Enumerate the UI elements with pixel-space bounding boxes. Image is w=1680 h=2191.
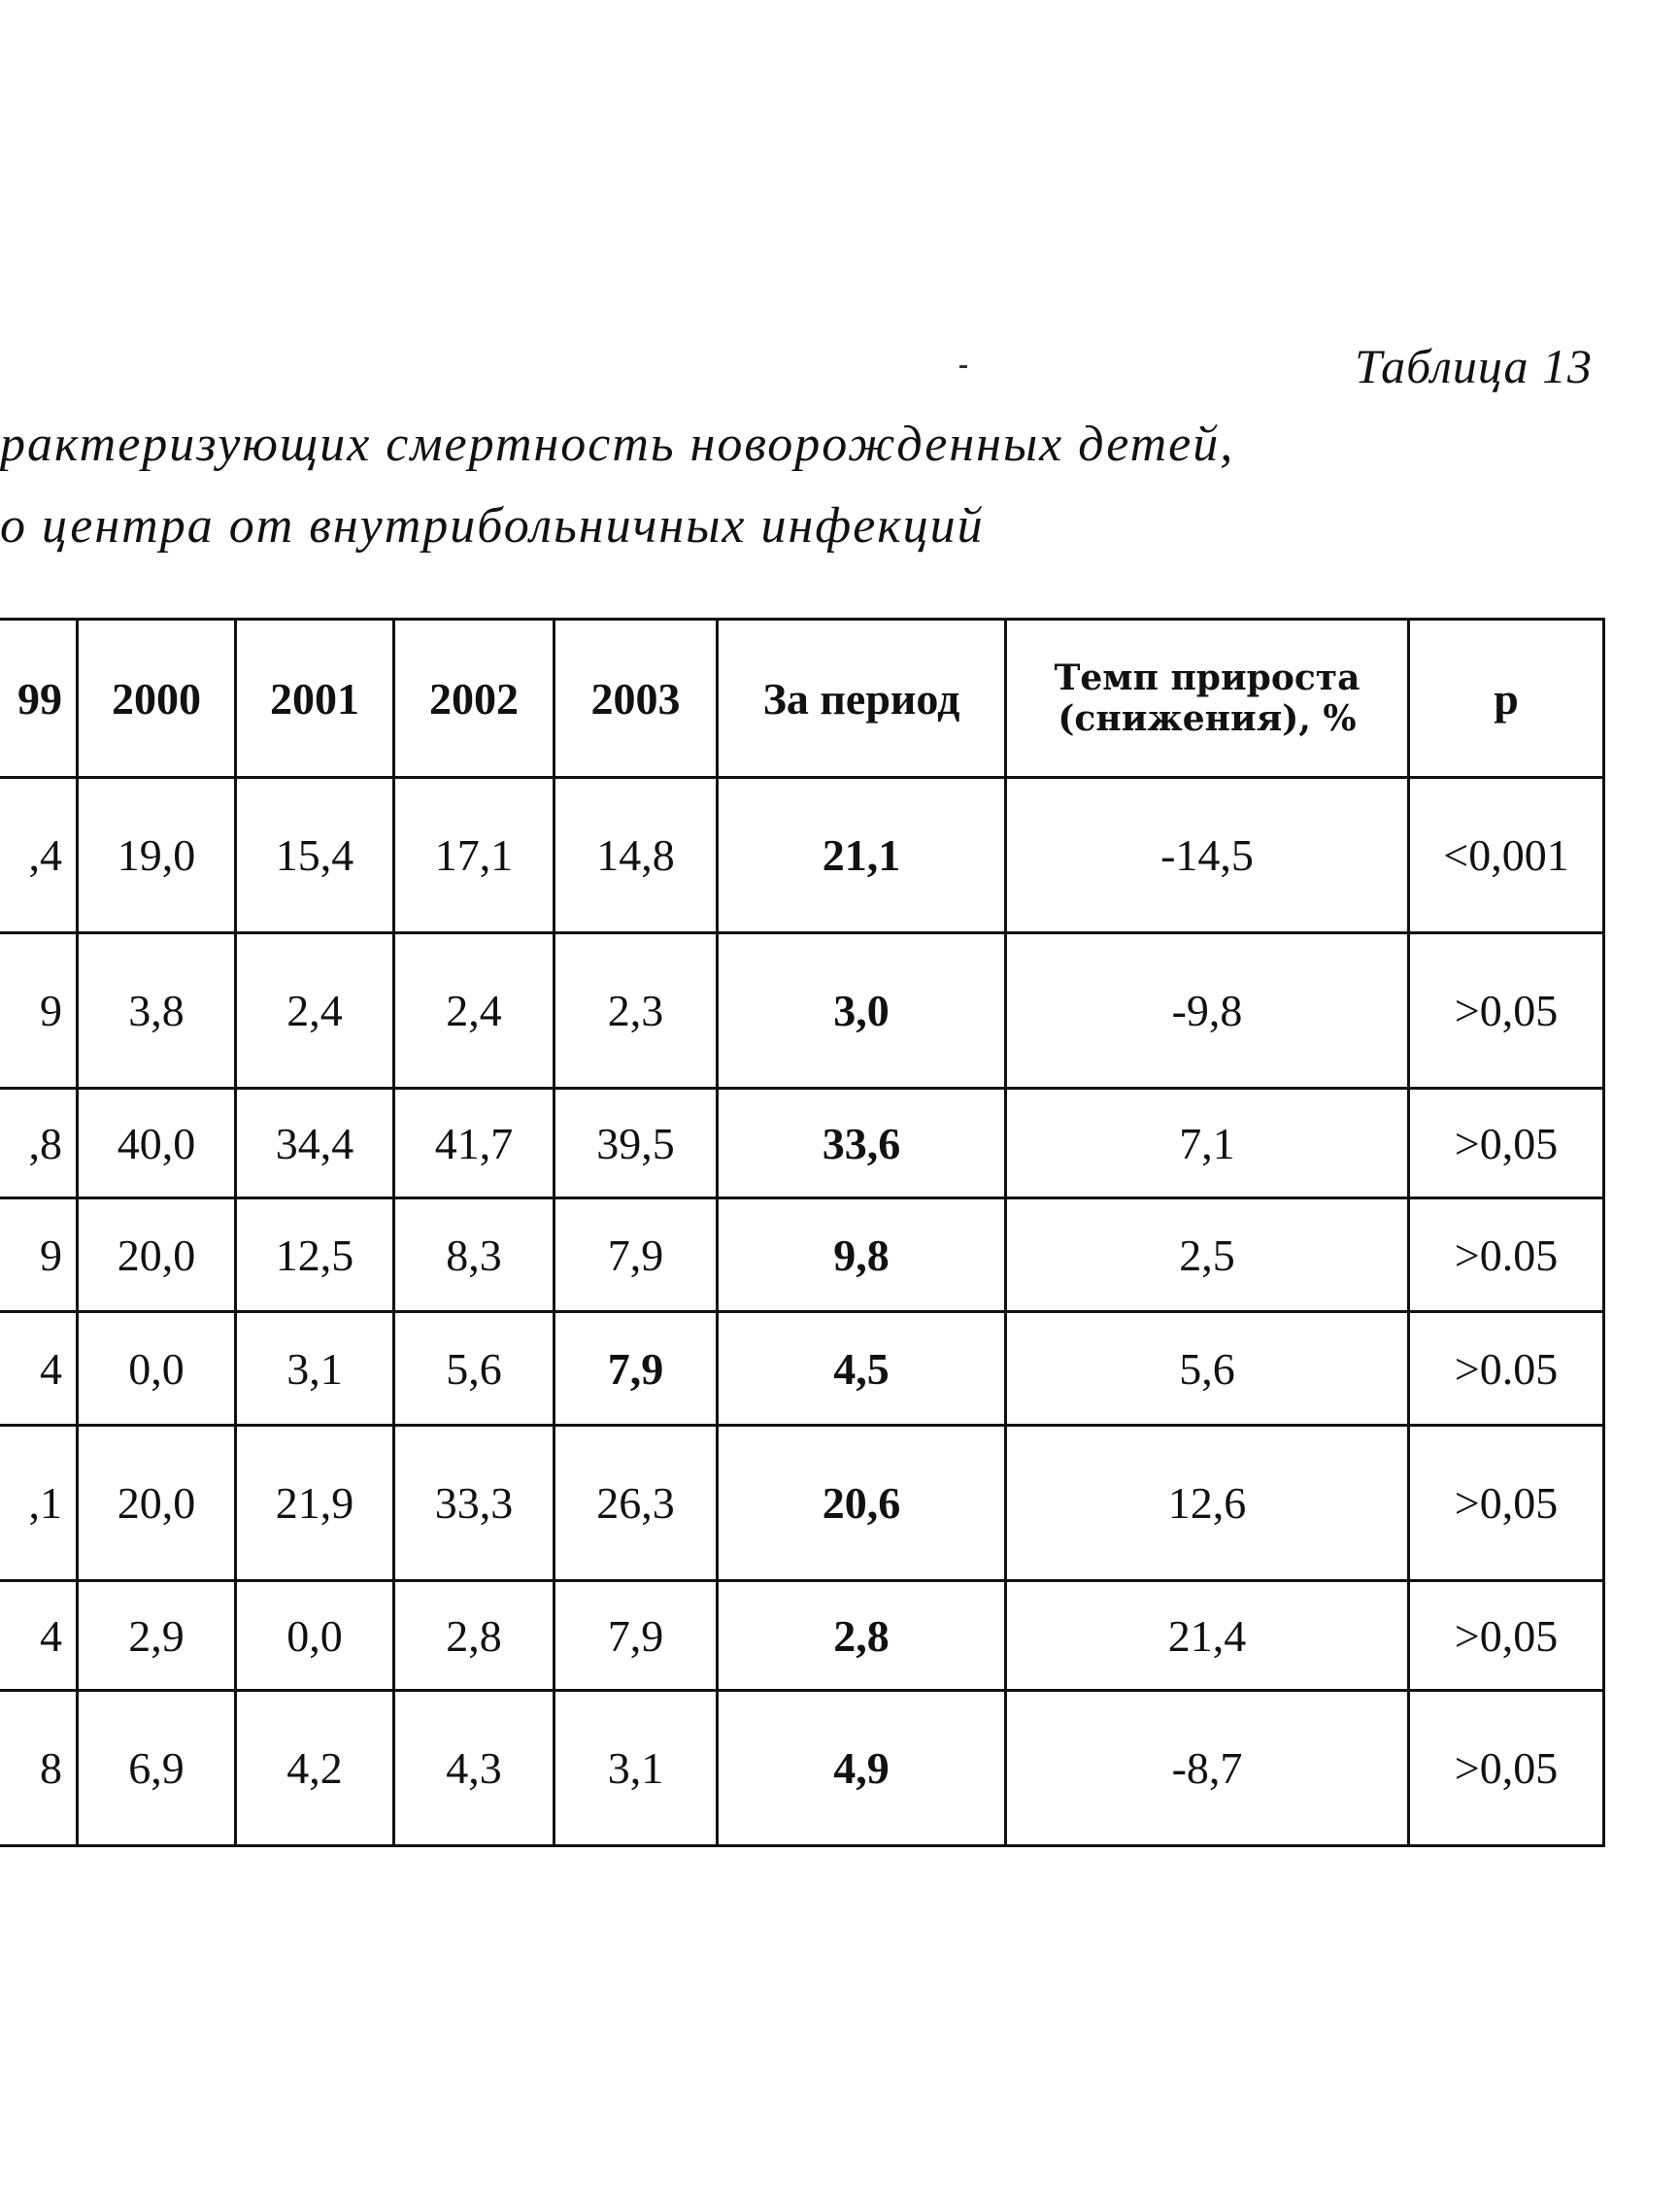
cell-value-2000: 6,9	[78, 1691, 236, 1846]
column-header-year-2000: 2000	[78, 620, 236, 778]
cell-value-2003: 26,3	[554, 1426, 718, 1581]
cell-value-p: >0.05	[1409, 1198, 1604, 1312]
cell-value-2001: 34,4	[236, 1089, 394, 1198]
column-header-year-2003: 2003	[554, 620, 718, 778]
cell-value-2003: 7,9	[554, 1312, 718, 1426]
cell-value-2001: 12,5	[236, 1198, 394, 1312]
column-header-year-1999: 99	[0, 620, 78, 778]
column-header-p-value: р	[1409, 620, 1604, 778]
cell-value-2002: 17,1	[394, 778, 554, 933]
table-row	[0, 1426, 1604, 1581]
cell-value-growth-rate: -14,5	[1006, 778, 1409, 933]
cell-value-2002: 41,7	[394, 1089, 554, 1198]
cell-value-period: 33,6	[718, 1089, 1006, 1198]
cell-value-period: 21,1	[718, 778, 1006, 933]
cell-value-2000: 19,0	[78, 778, 236, 933]
cell-value-period: 4,5	[718, 1312, 1006, 1426]
cell-value-growth-rate: -9,8	[1006, 933, 1409, 1089]
table-row	[0, 1312, 1604, 1426]
cell-value-1999: 9	[0, 1198, 78, 1312]
cell-value-p: >0,05	[1409, 1089, 1604, 1198]
cell-value-2000: 20,0	[78, 1426, 236, 1581]
table-row	[0, 1581, 1604, 1691]
cell-value-p: >0,05	[1409, 1691, 1604, 1846]
cell-value-2002: 8,3	[394, 1198, 554, 1312]
cell-value-2001: 4,2	[236, 1691, 394, 1846]
cell-value-p: >0,05	[1409, 1581, 1604, 1691]
cell-value-growth-rate: 12,6	[1006, 1426, 1409, 1581]
cell-value-growth-rate: 7,1	[1006, 1089, 1409, 1198]
scan-speck	[959, 365, 967, 368]
cell-value-2001: 0,0	[236, 1581, 394, 1691]
cell-value-1999: ,8	[0, 1089, 78, 1198]
cell-value-p: >0.05	[1409, 1312, 1604, 1426]
growth-rate-header-line-1: Темп прироста	[1054, 657, 1361, 698]
cell-value-2000: 0,0	[78, 1312, 236, 1426]
cell-value-period: 20,6	[718, 1426, 1006, 1581]
mortality-table	[0, 618, 1605, 1847]
cell-value-1999: 8	[0, 1691, 78, 1846]
table-row	[0, 1691, 1604, 1846]
cell-value-p: >0,05	[1409, 1426, 1604, 1581]
cell-value-1999: 4	[0, 1581, 78, 1691]
table-row	[0, 778, 1604, 933]
table-title-line-1: рактеризующих смертность новорожденных детей,	[0, 417, 1235, 472]
cell-value-2003: 14,8	[554, 778, 718, 933]
table-number-label: Таблица 13	[1355, 339, 1593, 393]
table-row	[0, 933, 1604, 1089]
growth-rate-header-line-2: (снижения), %	[1058, 698, 1357, 739]
cell-value-2003: 3,1	[554, 1691, 718, 1846]
cell-value-2002: 2,8	[394, 1581, 554, 1691]
table-row	[0, 1089, 1604, 1198]
cell-value-2003: 39,5	[554, 1089, 718, 1198]
cell-value-2001: 21,9	[236, 1426, 394, 1581]
cell-value-period: 2,8	[718, 1581, 1006, 1691]
cell-value-2001: 3,1	[236, 1312, 394, 1426]
cell-value-p: <0,001	[1409, 778, 1604, 933]
cell-value-p: >0,05	[1409, 933, 1604, 1089]
cell-value-2001: 2,4	[236, 933, 394, 1089]
cell-value-2003: 7,9	[554, 1581, 718, 1691]
cell-value-2000: 2,9	[78, 1581, 236, 1691]
cell-value-2001: 15,4	[236, 778, 394, 933]
cell-value-2002: 4,3	[394, 1691, 554, 1846]
cell-value-2002: 2,4	[394, 933, 554, 1089]
cell-value-2002: 33,3	[394, 1426, 554, 1581]
cell-value-2003: 7,9	[554, 1198, 718, 1312]
cell-value-growth-rate: 5,6	[1006, 1312, 1409, 1426]
cell-value-growth-rate: -8,7	[1006, 1691, 1409, 1846]
cell-value-1999: 4	[0, 1312, 78, 1426]
cell-value-2000: 20,0	[78, 1198, 236, 1312]
column-header-growth-rate	[1006, 620, 1409, 778]
cell-value-2000: 3,8	[78, 933, 236, 1089]
cell-value-1999: ,1	[0, 1426, 78, 1581]
table-row	[0, 1198, 1604, 1312]
table-header-row	[0, 620, 1604, 778]
cell-value-2000: 40,0	[78, 1089, 236, 1198]
column-header-period: За период	[718, 620, 1006, 778]
table-title-line-2: о центра от внутрибольничных инфекций	[0, 498, 985, 554]
cell-value-2003: 2,3	[554, 933, 718, 1089]
cell-value-period: 9,8	[718, 1198, 1006, 1312]
column-header-year-2002: 2002	[394, 620, 554, 778]
cell-value-2002: 5,6	[394, 1312, 554, 1426]
cell-value-1999: 9	[0, 933, 78, 1089]
cell-value-period: 3,0	[718, 933, 1006, 1089]
cell-value-1999: ,4	[0, 778, 78, 933]
cell-value-period: 4,9	[718, 1691, 1006, 1846]
cell-value-growth-rate: 2,5	[1006, 1198, 1409, 1312]
cell-value-growth-rate: 21,4	[1006, 1581, 1409, 1691]
column-header-year-2001: 2001	[236, 620, 394, 778]
